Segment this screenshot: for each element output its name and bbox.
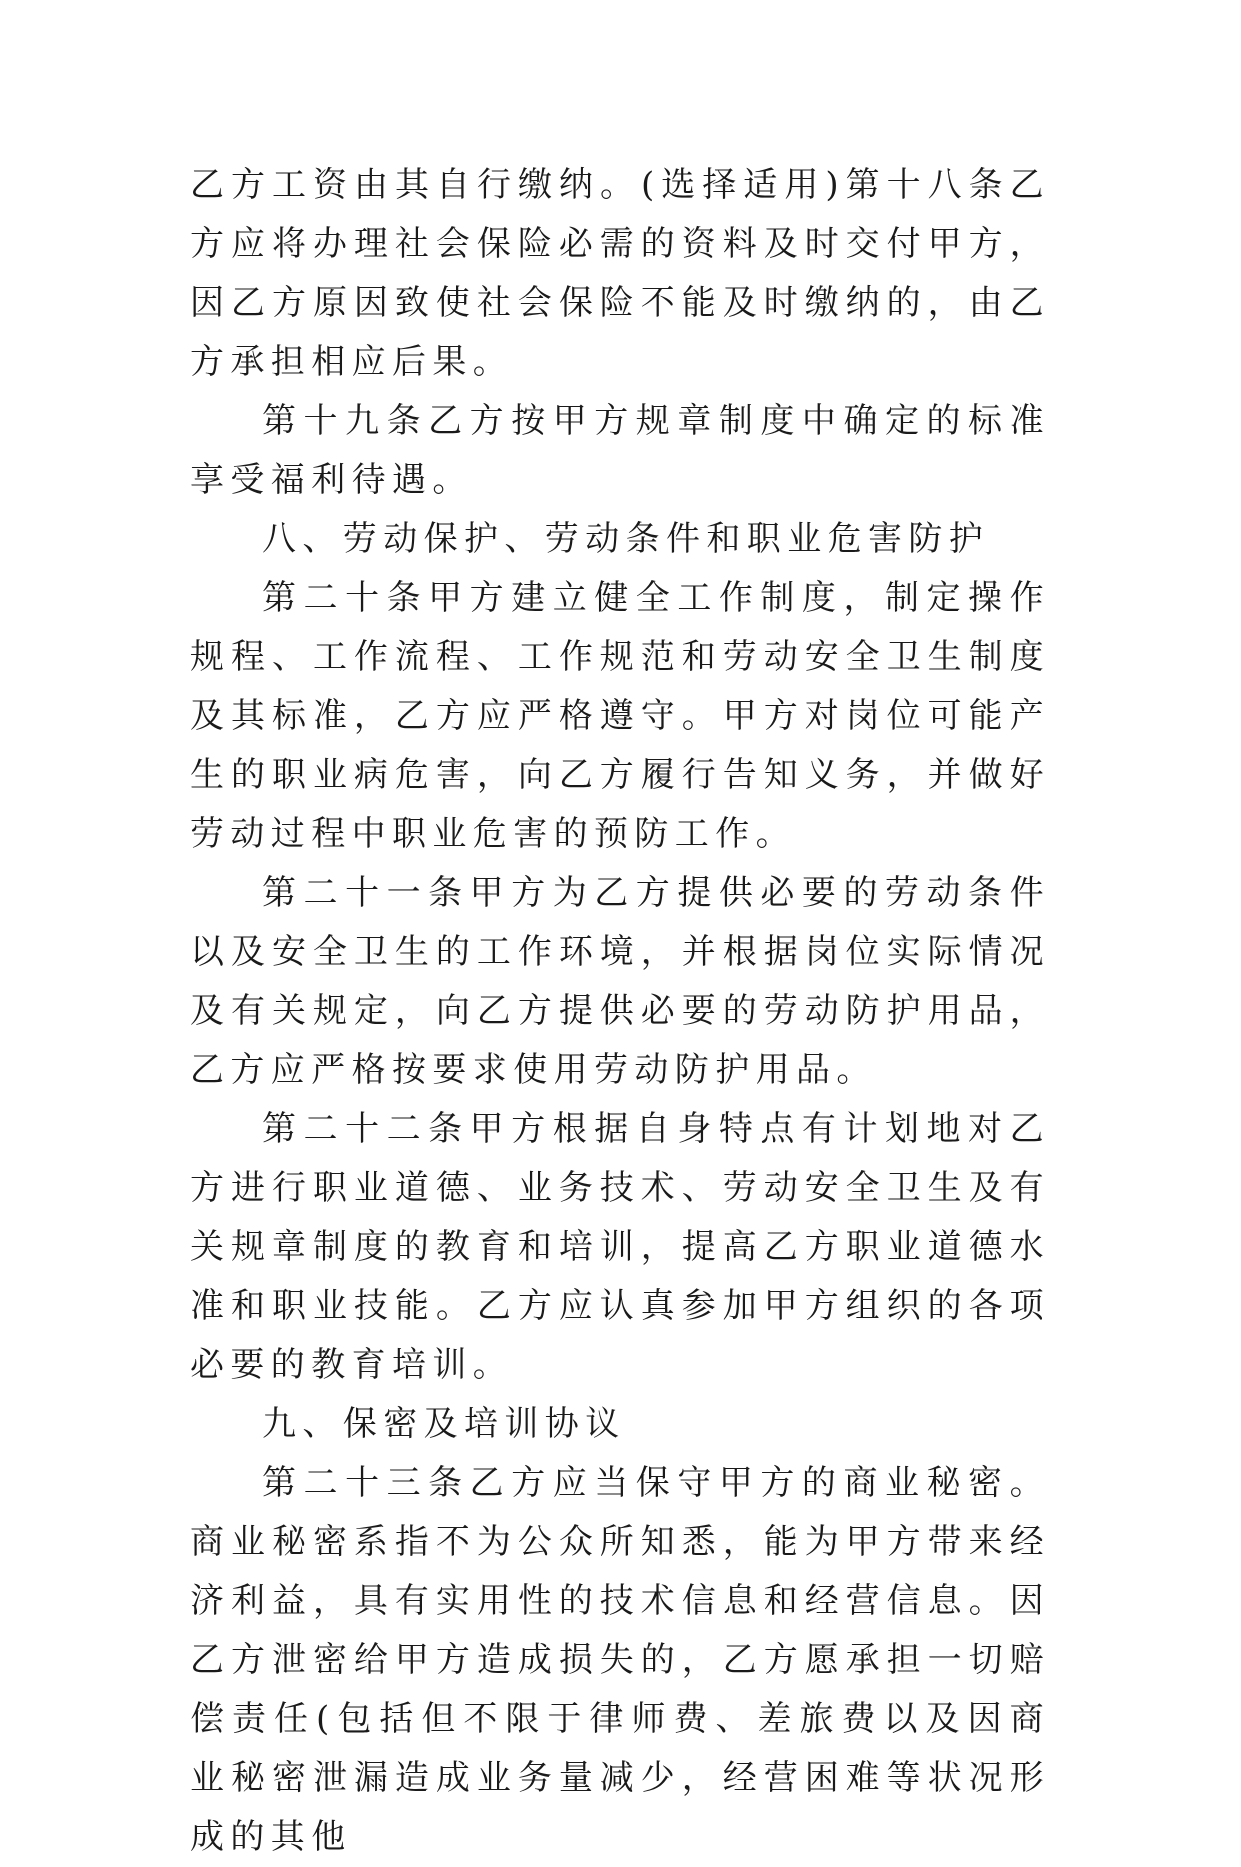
paragraph-article-23: 第二十三条乙方应当保守甲方的商业秘密。商业秘密系指不为公众所知悉，能为甲方带来经济利益，具有实用性的技术信息和经营信息。因乙方泄密给甲方造成损失的，乙方愿承担一切赔偿责任(包括但不限于律师费、差旅费以及因商业秘密泄漏造成业务量减少，经营困难等状况形成的其他 xyxy=(190,1463,1050,1857)
paragraph-article-20: 第二十条甲方建立健全工作制度，制定操作规程、工作流程、工作规范和劳动安全卫生制度及其标准，乙方应严格遵守。甲方对岗位可能产生的职业病危害，向乙方履行告知义务，并做好劳动过程中职业危害的预防工作。 xyxy=(190,578,1050,854)
paragraph-article-21: 第二十一条甲方为乙方提供必要的劳动条件以及安全卫生的工作环境，并根据岗位实际情况及有关规定，向乙方提供必要的劳动防护用品，乙方应严格按要求使用劳动防护用品。 xyxy=(190,873,1050,1090)
paragraph-social-insurance: 乙方工资由其自行缴纳。(选择适用)第十八条乙方应将办理社会保险必需的资料及时交付甲方，因乙方原因致使社会保险不能及时缴纳的，由乙方承担相应后果。 xyxy=(190,165,1050,382)
section-heading-confidentiality: 九、保密及培训协议 xyxy=(262,1404,626,1444)
paragraph-article-22: 第二十二条甲方根据自身特点有计划地对乙方进行职业道德、业务技术、劳动安全卫生及有关规章制度的教育和培训，提高乙方职业道德水准和职业技能。乙方应认真参加甲方组织的各项必要的教育培训。 xyxy=(190,1109,1050,1385)
document-body xyxy=(190,156,1050,1867)
paragraph-article-19: 第十九条乙方按甲方规章制度中确定的标准享受福利待遇。 xyxy=(190,401,1050,500)
section-heading-labor-protection: 八、劳动保护、劳动条件和职业危害防护 xyxy=(262,519,990,559)
